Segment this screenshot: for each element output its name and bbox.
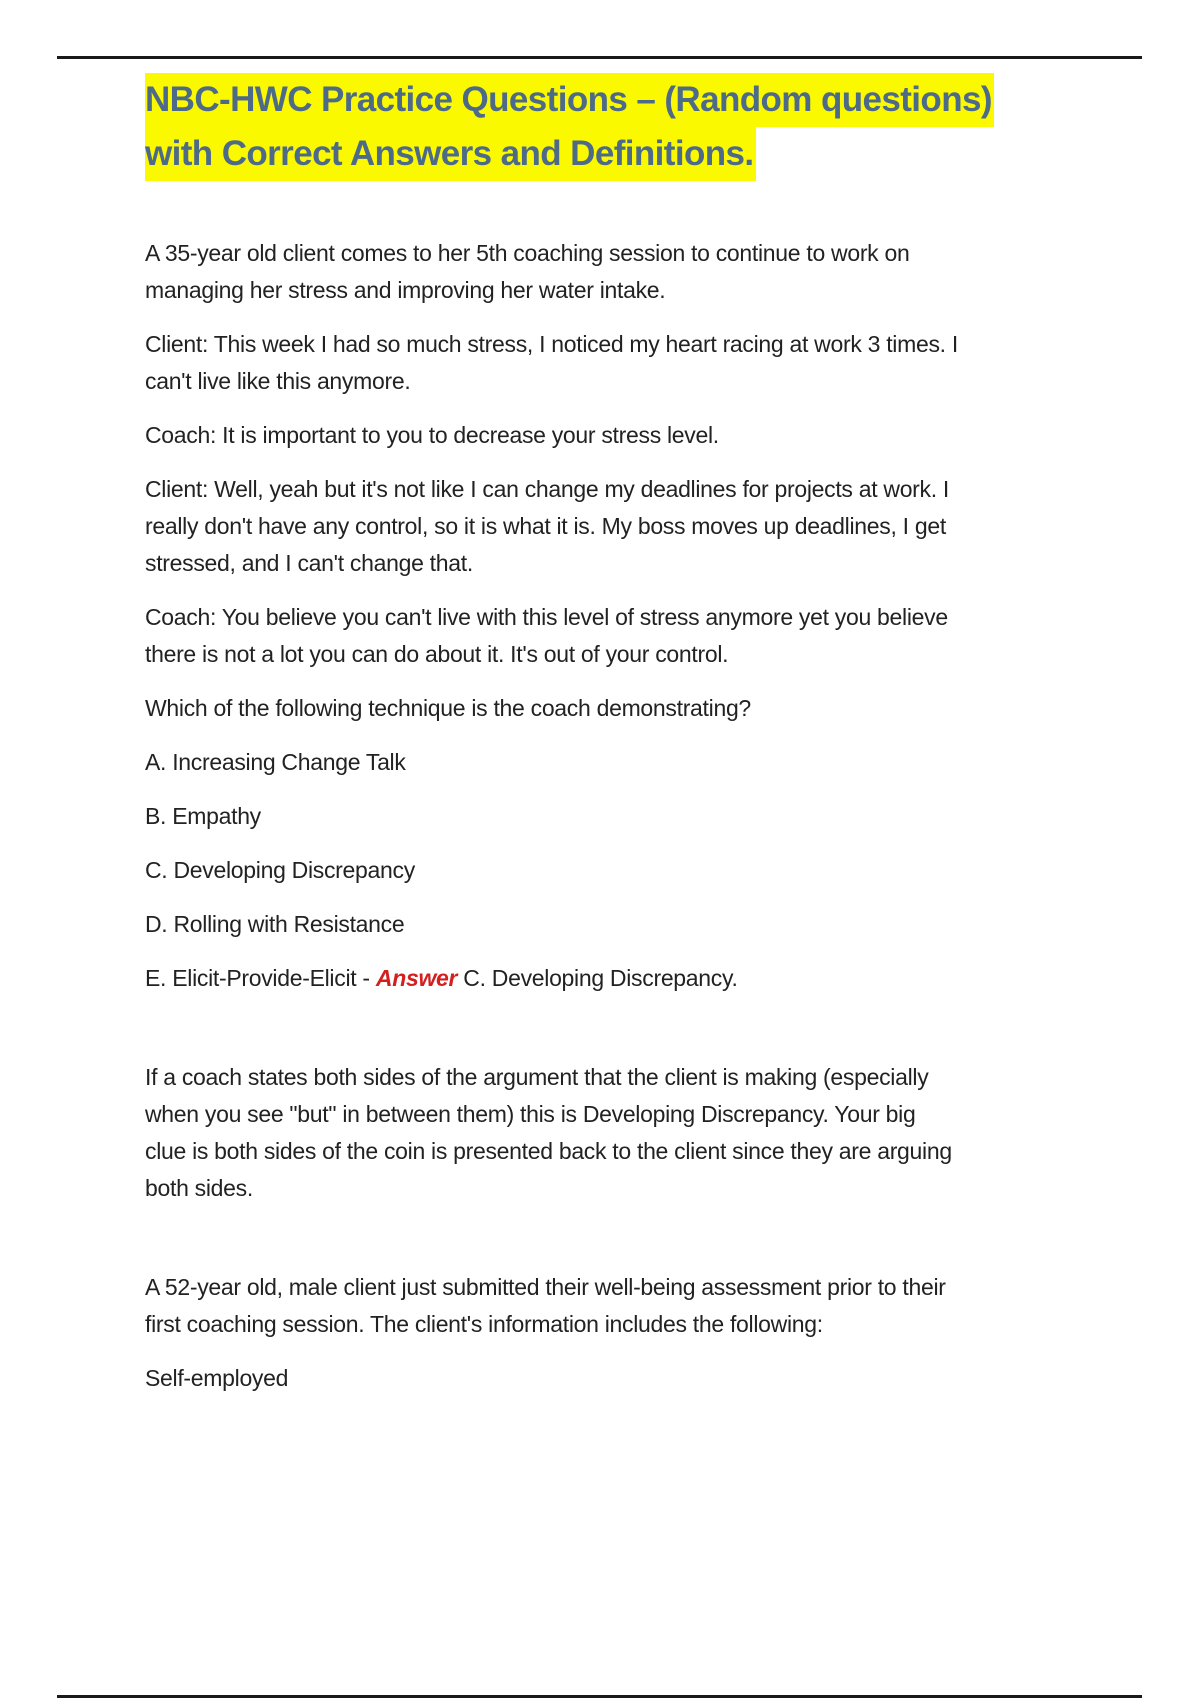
- option-c: C. Developing Discrepancy: [145, 857, 415, 883]
- text-line: first coaching session. The client's information includes the following:: [145, 1311, 823, 1337]
- q1-intro: [145, 235, 1105, 309]
- text-line: stressed, and I can't change that.: [145, 550, 473, 576]
- option-e: E. Elicit-Provide-Elicit -: [145, 965, 376, 991]
- q1-client-statement-2: [145, 471, 1105, 582]
- title-line-2: with Correct Answers and Definitions.: [145, 127, 756, 181]
- text-line: clue is both sides of the coin is presented back to the client since they are arguing: [145, 1138, 952, 1164]
- text-line: Client: This week I had so much stress, I noticed my heart racing at work 3 times. I: [145, 331, 958, 357]
- q1-coach-statement-1: [145, 417, 1105, 454]
- text-line: managing her stress and improving her water intake.: [145, 277, 666, 303]
- document-title: [145, 73, 1105, 181]
- header-rule: [57, 56, 1142, 59]
- q1-client-statement-1: [145, 326, 1105, 400]
- blank-line: [145, 1224, 1105, 1269]
- option-a: A. Increasing Change Talk: [145, 749, 406, 775]
- q2-intro: [145, 1269, 1105, 1343]
- option-b: B. Empathy: [145, 803, 261, 829]
- text-line: there is not a lot you can do about it. It's out of your control.: [145, 641, 729, 667]
- q1-explanation: [145, 1059, 1105, 1207]
- text-line: Client: Well, yeah but it's not like I can change my deadlines for projects at work. I: [145, 476, 950, 502]
- text-line: really don't have any control, so it is what it is. My boss moves up deadlines, I get: [145, 513, 946, 539]
- document-body: [145, 235, 1105, 1414]
- option-e-with-answer: [145, 960, 1105, 997]
- title-line-1: NBC-HWC Practice Questions – (Random questions): [145, 73, 994, 127]
- text-line: A 35-year old client comes to her 5th coaching session to continue to work on: [145, 240, 910, 266]
- answer-text: C. Developing Discrepancy.: [457, 965, 738, 991]
- blank-line: [145, 1014, 1105, 1059]
- text-line: Coach: It is important to you to decrease your stress level.: [145, 422, 719, 448]
- q1-coach-statement-2: [145, 599, 1105, 673]
- answer-label: Answer: [375, 965, 458, 991]
- text-line: when you see "but" in between them) this is Developing Discrepancy. Your big: [145, 1101, 916, 1127]
- q2-item-1: Self-employed: [145, 1365, 289, 1391]
- footer-rule: [57, 1695, 1142, 1698]
- text-line: both sides.: [145, 1175, 253, 1201]
- q1-question: Which of the following technique is the coach demonstrating?: [145, 695, 751, 721]
- text-line: Coach: You believe you can't live with this level of stress anymore yet you believe: [145, 604, 948, 630]
- text-line: A 52-year old, male client just submitted their well-being assessment prior to their: [145, 1274, 946, 1300]
- text-line: can't live like this anymore.: [145, 368, 411, 394]
- option-d: D. Rolling with Resistance: [145, 911, 405, 937]
- text-line: If a coach states both sides of the argument that the client is making (especially: [145, 1064, 929, 1090]
